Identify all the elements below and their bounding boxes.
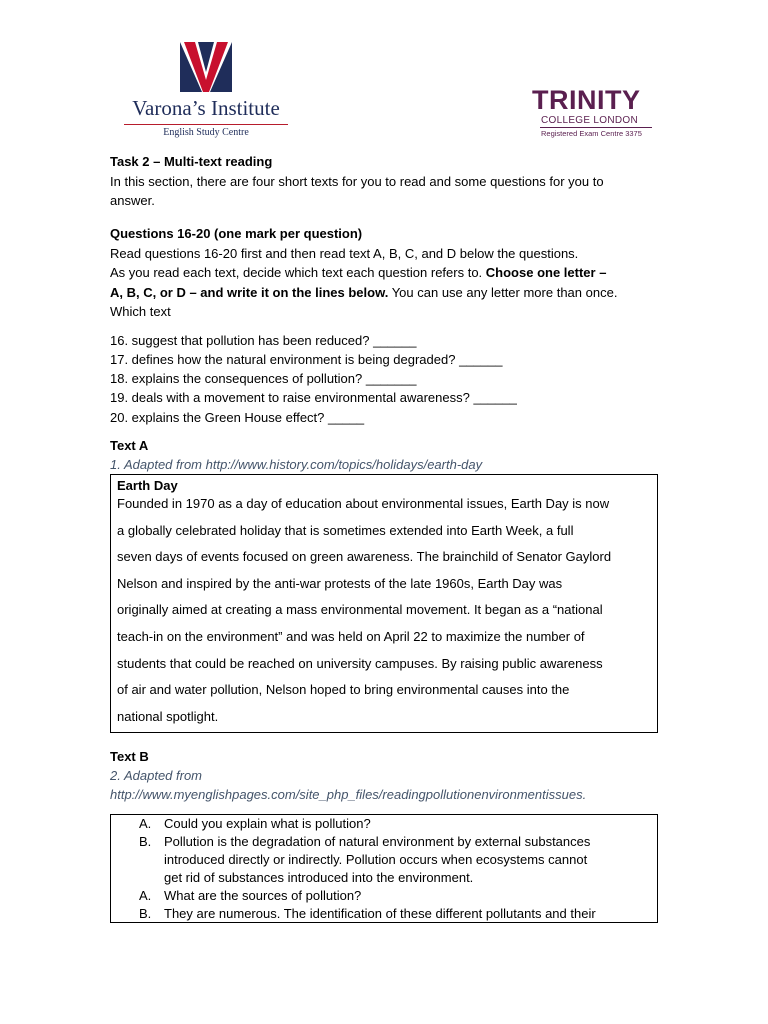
- question-19: 19. deals with a movement to raise environmental awareness? ______: [110, 390, 517, 405]
- varonas-institute-name: Varona’s Institute: [132, 96, 280, 120]
- varonas-v-emblem-icon: [180, 42, 232, 92]
- questions-instruction-line-3: [110, 283, 670, 302]
- task-intro-line-2: answer.: [110, 193, 155, 208]
- text-a-line: Nelson and inspired by the anti-war protests of the late 1960s, Earth Day was: [117, 576, 563, 591]
- questions-instruction-line-2: [110, 263, 670, 282]
- list-item-letter: A.: [139, 816, 152, 831]
- questions-heading: Questions 16-20 (one mark per question): [110, 226, 363, 241]
- trinity-divider: [540, 127, 652, 128]
- list-item-letter: A.: [139, 888, 152, 903]
- list-item-letter: B.: [139, 906, 152, 921]
- text-a-line: of air and water pollution, Nelson hoped to bring environmental causes into the: [117, 682, 570, 697]
- text-a-source: 1. Adapted from http://www.history.com/topics/holidays/earth-day: [110, 457, 483, 472]
- text-b-box: [110, 814, 658, 923]
- list-item-text: What are the sources of pollution?: [164, 888, 362, 903]
- trinity-registered-centre: Registered Exam Centre 3375: [541, 129, 642, 138]
- text-a-line: national spotlight.: [117, 709, 219, 724]
- text-a-title: Earth Day: [117, 478, 178, 493]
- instruction-emphasis: A, B, C, or D – and write it on the lines below.: [110, 285, 389, 300]
- question-17: 17. defines how the natural environment is being degraded? ______: [110, 352, 503, 367]
- text-a-box: [110, 474, 658, 733]
- text-a-line: students that could be reached on university campuses. By raising public awareness: [117, 656, 603, 671]
- question-18: 18. explains the consequences of pollution? _______: [110, 371, 417, 386]
- text-a-line: originally aimed at creating a mass environmental movement. It began as a “national: [117, 602, 603, 617]
- list-item-text: Pollution is the degradation of natural environment by external substances: [164, 834, 591, 849]
- trinity-subtitle: COLLEGE LONDON: [541, 115, 639, 126]
- list-item-text: Could you explain what is pollution?: [164, 816, 371, 831]
- varonas-institute-subtitle: English Study Centre: [163, 127, 249, 138]
- list-item-text: get rid of substances introduced into the environment.: [164, 870, 474, 885]
- list-item-text: They are numerous. The identification of these different pollutants and their: [164, 906, 596, 921]
- text-a-label: Text A: [110, 438, 149, 453]
- text-a-line: teach-in on the environment” and was held on April 22 to maximize the number of: [117, 629, 585, 644]
- text-b-label: Text B: [110, 749, 149, 764]
- text-a-line: a globally celebrated holiday that is sometimes extended into Earth Week, a full: [117, 523, 574, 538]
- varonas-institute-logo: [120, 40, 292, 140]
- task-title: Task 2 – Multi-text reading: [110, 154, 273, 169]
- instruction-text: As you read each text, decide which text each question refers to.: [110, 265, 486, 280]
- instruction-emphasis: Choose one letter –: [485, 265, 607, 280]
- trinity-name: TRINITY: [532, 85, 641, 115]
- text-b-source-line-2: http://www.myenglishpages.com/site_php_files/readingpollutionenvironmentissues.: [110, 787, 587, 802]
- text-a-line: Founded in 1970 as a day of education about environmental issues, Earth Day is now: [117, 496, 610, 511]
- text-b-source-line-1: 2. Adapted from: [110, 768, 203, 783]
- questions-instruction-line-4: Which text: [110, 304, 171, 319]
- text-a-line: seven days of events focused on green awareness. The brainchild of Senator Gaylord: [117, 549, 612, 564]
- question-16: 16. suggest that pollution has been reduced? ______: [110, 333, 417, 348]
- task-intro-line-1: In this section, there are four short texts for you to read and some questions for you to: [110, 174, 604, 189]
- questions-instruction-line-1: Read questions 16-20 first and then read text A, B, C, and D below the questions.: [110, 246, 579, 261]
- logo-divider: [124, 124, 288, 125]
- list-item-text: introduced directly or indirectly. Pollution occurs when ecosystems cannot: [164, 852, 588, 867]
- list-item-letter: B.: [139, 834, 152, 849]
- question-20: 20. explains the Green House effect? _____: [110, 410, 365, 425]
- trinity-college-logo: [532, 86, 656, 140]
- instruction-text: You can use any letter more than once.: [388, 285, 618, 300]
